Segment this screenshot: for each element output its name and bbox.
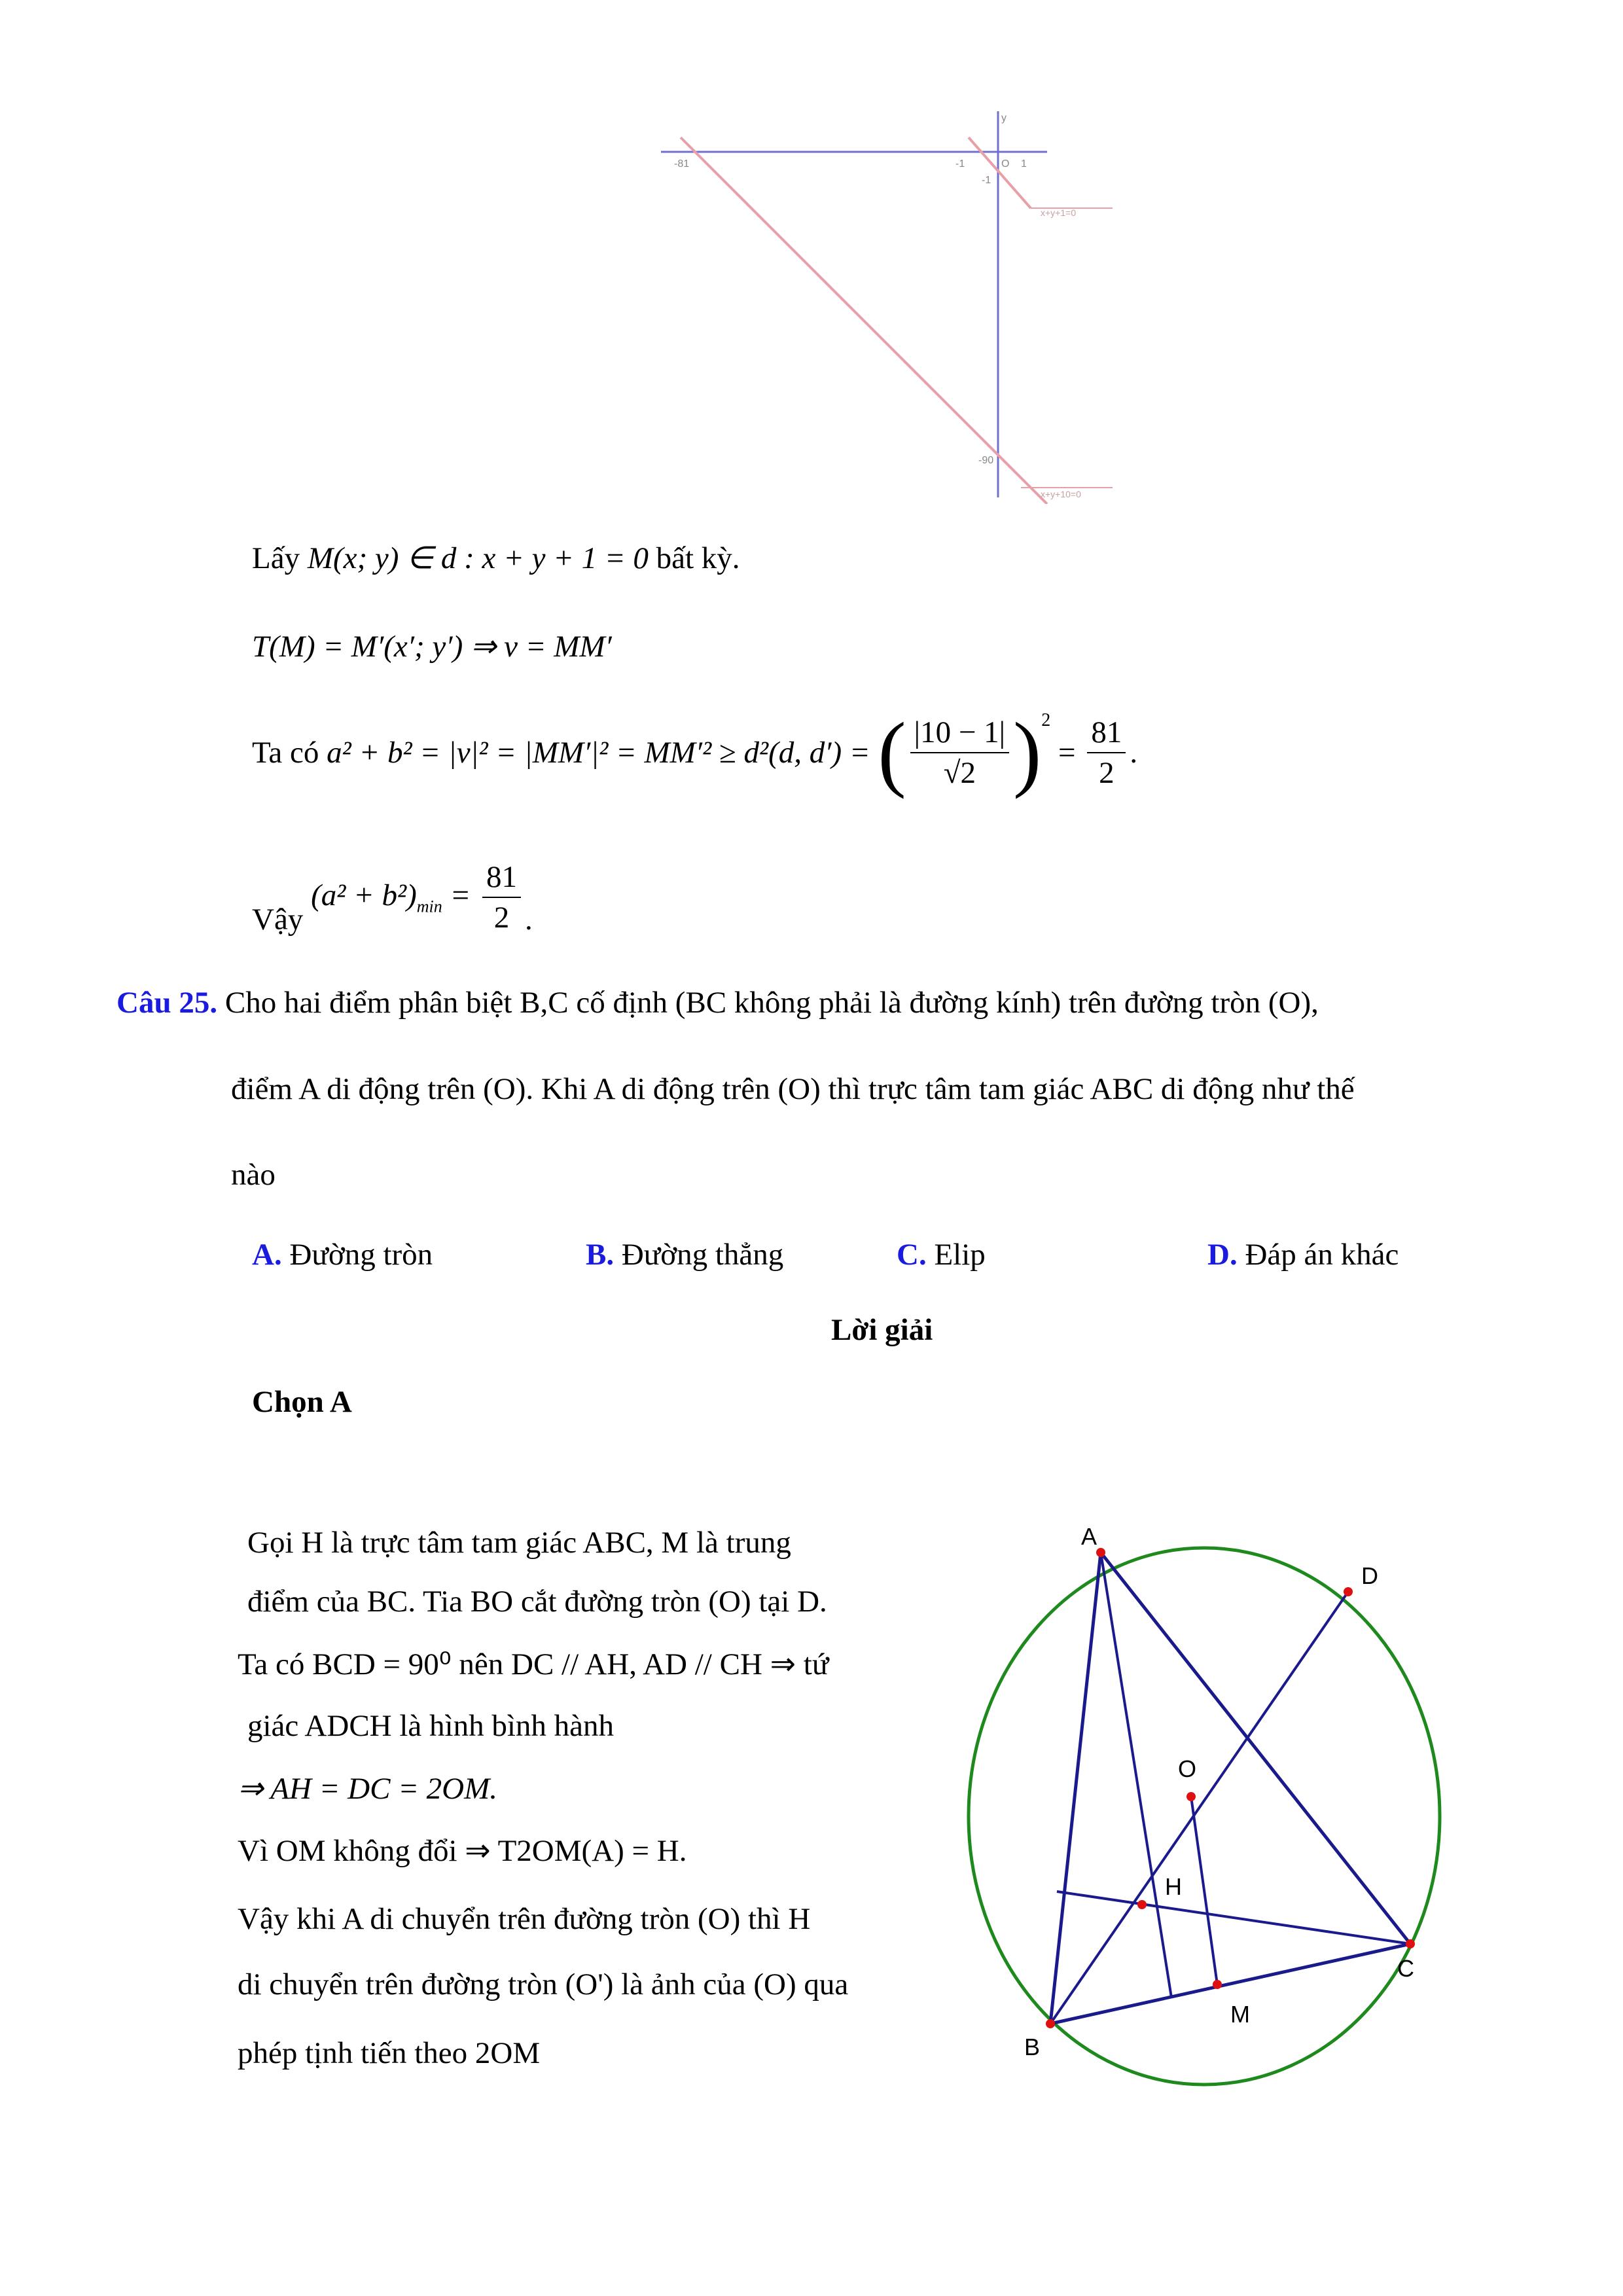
solution25-line6: Vì OM không đổi ⇒ T2OM(A) = H. [238,1834,687,1868]
label-h: H [1165,1873,1182,1900]
option-a[interactable]: A. Đường tròn [252,1238,433,1272]
line1-math: M(x; y) ∈ d : x + y + 1 = 0 [307,541,649,575]
side-ab [1050,1552,1101,2024]
solution25-line5: ⇒ AH = DC = 2OM. [238,1772,497,1806]
solution24-line3: Ta có a² + b² = |v|² = |MM′|² = MM′² ≥ d²(d, d′) = ( $\frac{|10 - 1|}{√2}$ )$^2$ = $\frac{81}{2}$ . [252,706,1138,800]
line-label-1: x+y+1=0 [1041,207,1077,218]
y-tick-neg90: -90 [978,455,994,466]
point-m [1213,1980,1222,1989]
point-d [1344,1587,1353,1596]
solution25-line9: phép tịnh tiến theo 2OM [238,2036,541,2070]
circle-o [969,1548,1440,2085]
segment-om [1191,1797,1217,1984]
answer-choice: Chọn A [252,1385,352,1419]
line-graph [654,111,1126,504]
label-o: O [1178,1755,1197,1782]
label-d: D [1361,1562,1378,1589]
geometry-figure [942,1518,1466,2108]
option-d[interactable]: D. Đáp án khác [1207,1238,1399,1272]
solution25-line3: Ta có BCD = 90⁰ nên DC // AH, AD // CH ⇒ tứ [238,1647,829,1681]
solution24-line2: T(M) = M′(x′; y′) ⇒ v = MM′ [252,630,612,664]
question-number: Câu 25. [116,986,218,1020]
solution25-line1: Gọi H là trực tâm tam giác ABC, M là trung [247,1526,791,1560]
label-c: C [1397,1955,1414,1982]
solution25-line8: di chuyển trên đường tròn (O') là ảnh của (O) qua [238,1967,849,2001]
solution25-line2: điểm của BC. Tia BO cắt đường tròn (O) tại D. [247,1585,827,1619]
solution25-line7: Vậy khi A di chuyển trên đường tròn (O) thì H [238,1902,811,1936]
x-tick-1: 1 [1021,158,1027,170]
solution-heading: Lời giải [831,1313,933,1347]
solution24-line4: Vậy $(a^2 + b^2)_{min}$ = $\frac{81}{2}$ . [252,857,533,937]
altitude-a [1101,1552,1171,1998]
point-o [1186,1792,1196,1801]
point-h [1137,1900,1147,1909]
label-a: A [1081,1523,1097,1550]
label-m: M [1230,2001,1250,2028]
point-a [1096,1548,1105,1557]
question25-line2: điểm A di động trên (O). Khi A di động trên (O) thì trực tâm tam giác ABC di động như thế [231,1072,1355,1106]
x-tick-neg81: -81 [674,158,690,170]
question25-line3: nào [231,1158,276,1192]
x-tick-neg1: -1 [955,158,965,170]
line-label-2: x+y+10=0 [1041,489,1081,499]
option-b[interactable]: B. Đường thẳng [586,1238,784,1272]
solution24-line1: Lấy M(x; y) ∈ d : x + y + 1 = 0 bất kỳ. [252,541,740,575]
label-b: B [1024,2034,1041,2060]
y-axis-label: y [1001,113,1007,124]
option-c[interactable]: C. Elip [897,1238,986,1272]
y-tick-neg1: -1 [982,175,991,186]
point-b [1046,2019,1055,2028]
point-c [1406,1939,1415,1948]
x-tick-origin: O [1001,158,1010,170]
solution25-line4: giác ADCH là hình bình hành [247,1709,615,1743]
question25-line1: Câu 25. Cho hai điểm phân biệt B,C cố định (BC không phải là đường kính) trên đường tròn (O), [116,986,1319,1020]
